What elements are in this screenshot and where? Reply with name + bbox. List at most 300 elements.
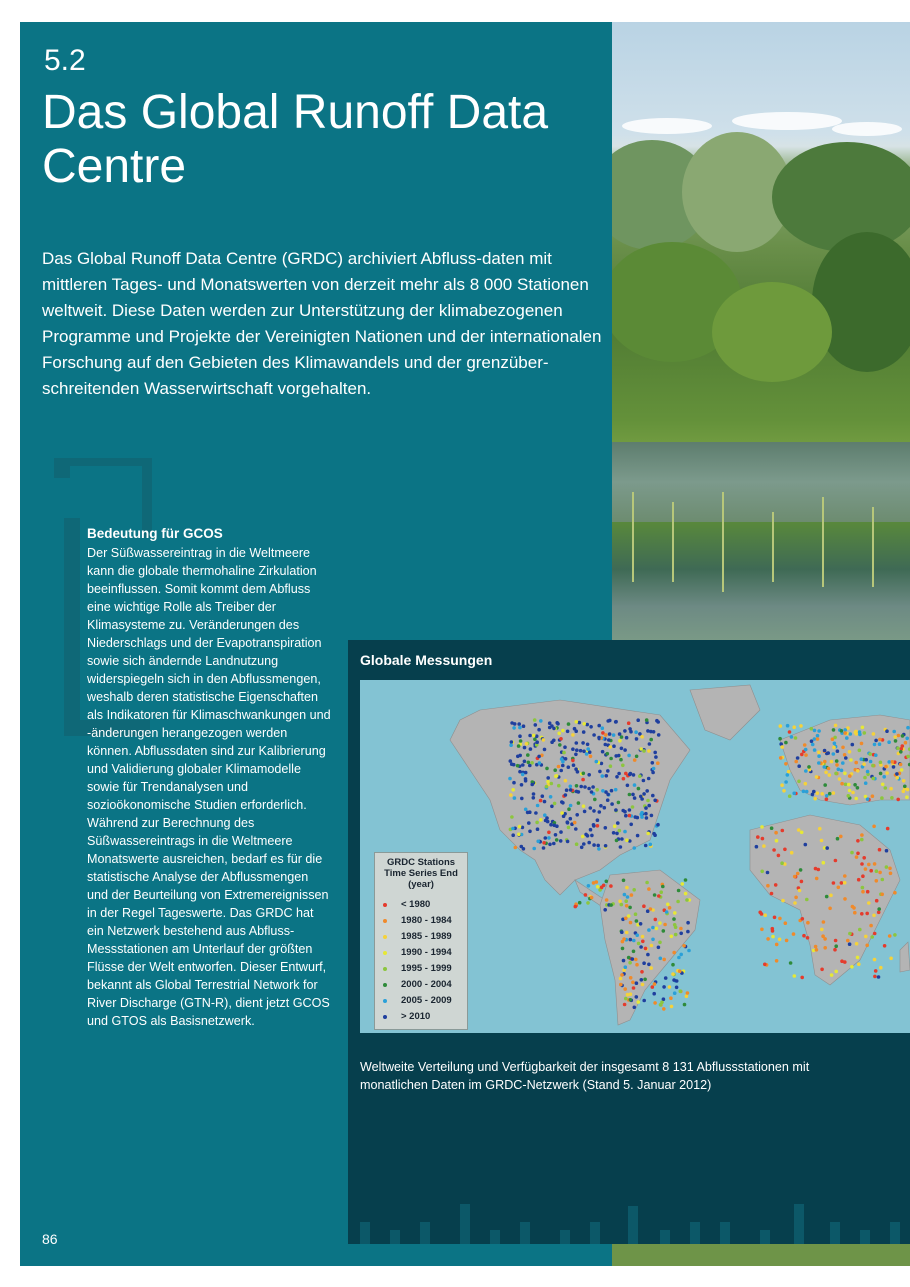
station-dot [533,738,537,742]
station-dot [894,739,898,743]
station-dot [813,729,817,733]
station-dot [833,742,837,746]
station-dot [665,910,669,914]
station-dot [636,834,640,838]
station-dot [843,772,847,776]
station-dot [813,748,817,752]
station-dot [609,903,613,907]
station-dot [676,900,680,904]
station-dot [869,760,873,764]
station-dot [672,917,676,921]
station-dot [679,927,683,931]
station-dot [619,983,623,987]
station-dot [576,770,580,774]
station-dot [628,961,632,965]
station-dot [824,771,828,775]
station-dot [658,941,662,945]
station-dot [893,735,897,739]
station-dot [779,756,783,760]
station-dot [574,905,578,909]
station-dot [857,878,861,882]
station-dot [586,743,590,747]
station-dot [790,735,794,739]
station-dot [848,942,852,946]
station-dot [778,737,782,741]
station-dot [848,932,852,936]
station-dot [796,872,800,876]
station-dot [883,944,887,948]
station-dot [825,794,829,798]
station-dot [642,999,646,1003]
station-dot [654,918,658,922]
station-dot [623,893,627,897]
station-dot [644,947,648,951]
page-number: 86 [42,1231,58,1247]
station-dot [796,756,800,760]
station-dot [517,833,521,837]
station-dot [592,823,596,827]
station-dot [521,773,525,777]
station-dot [889,872,893,876]
station-dot [561,729,565,733]
sidebar-heading: Bedeutung für GCOS [87,526,223,541]
station-dot [620,930,624,934]
station-dot [609,764,613,768]
station-dot [823,783,827,787]
station-dot [787,770,791,774]
station-dot [684,878,688,882]
station-dot [668,906,672,910]
station-dot [821,934,825,938]
station-dot [659,890,663,894]
station-dot [566,840,570,844]
station-dot [523,746,527,750]
station-dot [671,972,675,976]
station-dot [771,929,775,933]
station-dot [885,771,889,775]
station-dot [518,825,522,829]
station-dot [646,832,650,836]
station-dot [834,859,838,863]
legend-dot [383,935,387,939]
station-dot [584,893,588,897]
station-dot [519,739,523,743]
station-dot [557,732,561,736]
station-dot [905,737,909,741]
station-dot [861,874,865,878]
station-dot [760,870,764,874]
station-dot [606,769,610,773]
station-dot [609,884,613,888]
station-dot [834,772,838,776]
station-dot [559,839,563,843]
station-dot [565,788,569,792]
station-dot [873,862,877,866]
station-dot [797,764,801,768]
station-dot [662,985,666,989]
station-dot [830,973,834,977]
station-dot [646,799,650,803]
station-dot [624,772,628,776]
station-dot [575,748,579,752]
station-dot [848,789,852,793]
station-dot [902,779,906,783]
station-dot [860,757,864,761]
station-dot [648,742,652,746]
station-dot [624,899,628,903]
station-dot [832,791,836,795]
station-dot [843,753,847,757]
station-dot [546,776,550,780]
station-dot [652,767,656,771]
station-dot [604,743,608,747]
station-dot [656,720,660,724]
station-dot [622,959,626,963]
station-dot [866,797,870,801]
station-dot [906,755,910,759]
station-dot [810,727,814,731]
station-dot [881,783,885,787]
station-dot [582,722,586,726]
station-dot [766,884,770,888]
station-dot [782,789,786,793]
station-dot [899,763,903,767]
station-dot [860,838,864,842]
station-dot [806,921,810,925]
station-dot [512,726,516,730]
station-dot [633,1006,637,1010]
station-dot [867,901,871,905]
station-dot [564,757,568,761]
station-dot [856,956,860,960]
page-title: Das Global Runoff Data Centre [42,86,549,193]
station-dot [606,752,610,756]
station-dot [654,755,658,759]
station-dot [673,991,677,995]
station-dot [850,851,854,855]
legend-dot [383,983,387,987]
station-dot [825,895,829,899]
station-dot [640,735,644,739]
station-dot [548,843,552,847]
station-dot [618,899,622,903]
station-dot [790,851,794,855]
station-dot [629,998,633,1002]
station-dot [595,760,599,764]
station-dot [644,844,648,848]
station-dot [633,796,637,800]
station-dot [605,880,609,884]
station-dot [638,732,642,736]
station-dot [877,907,881,911]
station-dot [874,969,878,973]
station-dot [813,797,817,801]
station-dot [630,893,634,897]
station-dot [625,736,629,740]
station-dot [792,725,796,729]
station-dot [661,885,665,889]
station-dot [640,978,644,982]
station-dot [816,737,820,741]
station-dot [575,720,579,724]
station-dot [591,785,595,789]
station-dot [634,958,638,962]
station-dot [815,948,819,952]
station-dot [624,997,628,1001]
station-dot [625,904,629,908]
station-dot [574,753,578,757]
station-dot [582,730,586,734]
station-dot [843,728,847,732]
station-dot [905,795,909,799]
station-dot [520,783,524,787]
station-dot [631,957,635,961]
station-dot [685,898,689,902]
station-dot [875,899,879,903]
station-dot [567,807,571,811]
station-dot [627,914,631,918]
station-dot [651,926,655,930]
station-dot [793,875,797,879]
station-dot [592,843,596,847]
station-dot [509,759,513,763]
station-dot [584,833,588,837]
station-dot [623,830,627,834]
station-dot [823,749,827,753]
station-dot [647,749,651,753]
station-dot [870,935,874,939]
station-dot [863,731,867,735]
station-dot [780,745,784,749]
station-dot [539,719,543,723]
station-dot [760,928,764,932]
station-dot [590,834,594,838]
station-dot [785,939,789,943]
station-dot [860,912,864,916]
station-dot [662,1007,666,1011]
station-dot [897,734,901,738]
station-dot [564,779,568,783]
station-dot [640,797,644,801]
station-dot [639,945,643,949]
station-dot [888,934,892,938]
station-dot [804,748,808,752]
station-dot [841,761,845,765]
station-dot [525,742,529,746]
station-dot [567,765,571,769]
station-dot [571,759,575,763]
station-dot [587,841,591,845]
station-dot [636,718,640,722]
station-dot [556,722,560,726]
station-dot [619,845,623,849]
station-dot [792,792,796,796]
station-dot [593,798,597,802]
station-dot [864,935,868,939]
station-dot [674,933,678,937]
station-dot [542,738,546,742]
station-dot [635,933,639,937]
station-dot [878,871,882,875]
station-dot [861,886,865,890]
station-dot [614,788,618,792]
station-dot [784,921,788,925]
station-dot [889,787,893,791]
station-dot [614,720,618,724]
station-dot [651,985,655,989]
station-dot [647,928,651,932]
world-map [360,680,910,1033]
station-dot [760,825,764,829]
station-dot [601,774,605,778]
station-dot [888,867,892,871]
station-dot [792,932,796,936]
station-dot [875,869,879,873]
station-dot [590,896,594,900]
station-dot [634,730,638,734]
legend-title: GRDC Stations Time Series End (year) [384,857,458,890]
station-dot [672,951,676,955]
station-dot [589,806,593,810]
station-dot [670,1005,674,1009]
station-dot [616,821,620,825]
station-dot [559,830,563,834]
station-dot [600,885,604,889]
station-dot [585,752,589,756]
station-dot [775,839,779,843]
station-dot [838,777,842,781]
station-dot [635,737,639,741]
station-dot [546,780,550,784]
station-dot [832,752,836,756]
station-dot [889,957,893,961]
station-dot [874,753,878,757]
station-dot [526,753,530,757]
station-dot [542,841,546,845]
station-dot [820,792,824,796]
station-dot [770,826,774,830]
station-dot [642,749,646,753]
station-dot [810,739,814,743]
station-dot [783,848,787,852]
station-dot [850,965,854,969]
station-dot [633,783,637,787]
station-dot [650,944,654,948]
station-dot [587,787,591,791]
station-dot [521,763,525,767]
station-dot [800,976,804,980]
station-dot [518,734,522,738]
station-dot [871,777,875,781]
station-dot [822,861,826,865]
station-dot [571,733,575,737]
station-dot [542,846,546,850]
station-dot [629,976,633,980]
station-dot [518,754,522,758]
station-dot [849,732,853,736]
station-dot [786,773,790,777]
station-dot [771,935,775,939]
map-legend: GRDC Stations Time Series End (year) < 1980 1980 - 1984 1985 - 1989 1990 - 1994 1995 - 1999 2000 - 2004 2005 - 2009 > 2010 [374,852,468,1030]
station-dot [662,929,666,933]
station-dot [816,734,820,738]
station-dot [823,946,827,950]
station-dot [635,981,639,985]
station-dot [901,734,905,738]
station-dot [610,802,614,806]
station-dot [862,856,866,860]
station-dot [763,963,767,967]
station-dot [610,789,614,793]
station-dot [805,898,809,902]
station-dot [615,775,619,779]
station-dot [587,884,591,888]
station-dot [873,958,877,962]
station-dot [679,953,683,957]
station-dot [601,789,605,793]
station-dot [572,763,576,767]
station-dot [555,838,559,842]
station-dot [528,734,532,738]
station-dot [605,898,609,902]
station-dot [631,981,635,985]
station-dot [513,722,517,726]
station-dot [659,957,663,961]
station-dot [857,962,861,966]
station-dot [617,801,621,805]
station-dot [510,762,514,766]
station-dot [893,933,897,937]
station-dot [592,809,596,813]
station-dot [571,747,575,751]
station-dot [509,743,513,747]
station-dot [837,886,841,890]
station-dot [623,987,627,991]
station-dot [597,736,601,740]
station-dot [633,846,637,850]
station-dot [598,770,602,774]
station-dot [901,744,905,748]
station-dot [645,789,649,793]
station-dot [856,769,860,773]
station-dot [618,732,622,736]
station-dot [685,994,689,998]
station-dot [646,953,650,957]
station-dot [595,788,599,792]
station-dot [886,827,890,831]
station-dot [628,773,632,777]
station-dot [623,729,627,733]
station-dot [613,824,617,828]
station-dot [620,837,624,841]
station-dot [631,793,635,797]
station-dot [856,786,860,790]
station-dot [557,784,561,788]
station-dot [877,911,881,915]
station-dot [645,816,649,820]
station-dot [624,965,628,969]
station-dot [836,837,840,841]
station-dot [575,784,579,788]
station-dot [869,869,873,873]
station-dot [582,772,586,776]
station-dot [805,790,809,794]
station-dot [527,821,531,825]
station-dot [860,862,864,866]
station-dot [555,774,559,778]
station-dot [789,961,793,965]
station-dot [550,782,554,786]
